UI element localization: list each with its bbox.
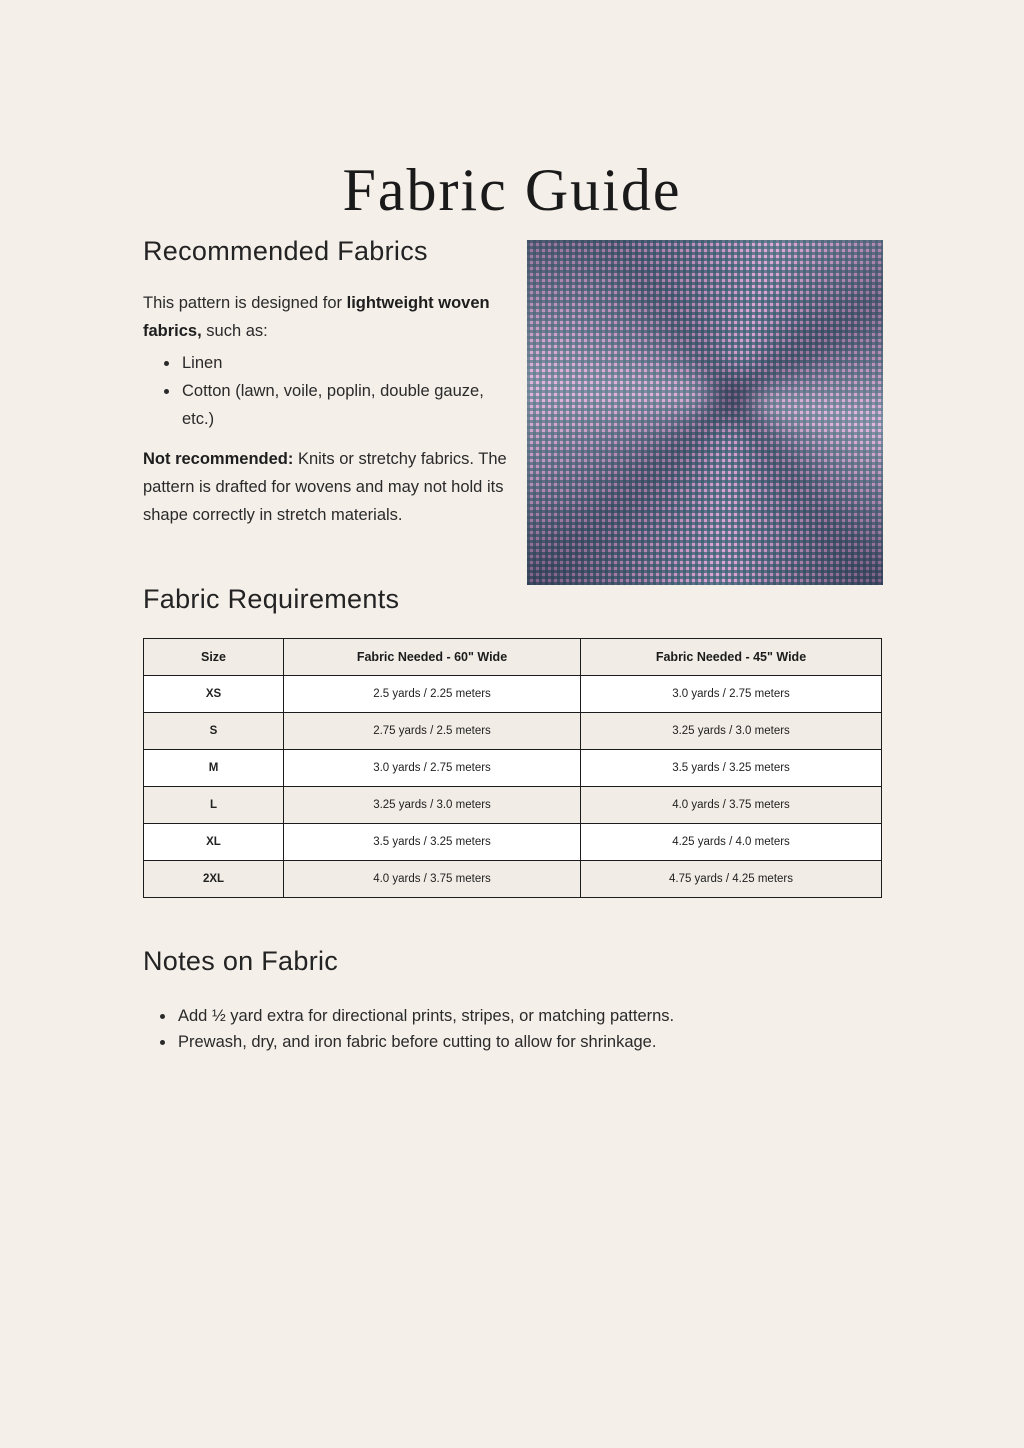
column-header-45-wide: Fabric Needed - 45" Wide	[581, 639, 882, 676]
recommended-fabrics-list	[143, 349, 513, 433]
fabric-swatch-image	[527, 240, 883, 585]
yardage-45-cell: 4.0 yards / 3.75 meters	[581, 787, 882, 824]
page-title: Fabric Guide	[342, 157, 682, 224]
table-row	[144, 861, 882, 898]
yardage-45-cell: 4.25 yards / 4.0 meters	[581, 824, 882, 861]
yardage-45-cell: 3.0 yards / 2.75 meters	[581, 676, 882, 713]
table-row	[144, 787, 882, 824]
table-header-row	[144, 639, 882, 676]
size-cell: XS	[144, 676, 284, 713]
table-row	[144, 713, 882, 750]
not-recommended-paragraph	[143, 445, 513, 529]
yardage-60-cell: 4.0 yards / 3.75 meters	[284, 861, 581, 898]
column-header-size: Size	[144, 639, 284, 676]
recommended-fabrics-section	[143, 236, 513, 529]
size-cell: S	[144, 713, 284, 750]
size-cell: L	[144, 787, 284, 824]
yardage-45-cell: 3.25 yards / 3.0 meters	[581, 713, 882, 750]
not-recommended-label: Not recommended:	[143, 450, 294, 468]
list-item: • Cotton (lawn, voile, poplin, double gauze, etc.)	[180, 377, 513, 433]
fabric-requirements-heading: Fabric Requirements	[143, 584, 400, 614]
yardage-60-cell: 2.5 yards / 2.25 meters	[284, 676, 581, 713]
not-recommended-text: Knits or stretchy fabrics. The pattern is drafted for wovens and may not hold its shape correctly in stretch materials.	[143, 450, 507, 524]
yardage-60-cell: 2.75 yards / 2.5 meters	[284, 713, 581, 750]
intro-bold-text: lightweight woven fabrics,	[143, 294, 490, 340]
table-row	[144, 676, 882, 713]
notes-list	[143, 1003, 883, 1055]
recommended-intro-paragraph	[143, 289, 513, 345]
notes-heading: Notes on Fabric	[143, 946, 339, 976]
intro-text: This pattern is designed for	[143, 294, 347, 312]
yardage-60-cell: 3.25 yards / 3.0 meters	[284, 787, 581, 824]
recommended-fabrics-heading: Recommended Fabrics	[143, 236, 428, 266]
fabric-requirements-table	[143, 638, 882, 898]
size-cell: M	[144, 750, 284, 787]
list-item: • Linen	[180, 349, 513, 377]
yardage-45-cell: 3.5 yards / 3.25 meters	[581, 750, 882, 787]
yardage-45-cell: 4.75 yards / 4.25 meters	[581, 861, 882, 898]
notes-on-fabric-section	[143, 946, 883, 1055]
list-item: • Add ½ yard extra for directional prints, stripes, or matching patterns.	[176, 1003, 883, 1029]
size-cell: XL	[144, 824, 284, 861]
table-row	[144, 750, 882, 787]
table-row	[144, 824, 882, 861]
list-item: • Prewash, dry, and iron fabric before cutting to allow for shrinkage.	[176, 1029, 883, 1055]
column-header-60-wide: Fabric Needed - 60" Wide	[284, 639, 581, 676]
intro-tail-text: such as:	[201, 322, 268, 340]
size-cell: 2XL	[144, 861, 284, 898]
fabric-swirl-shading	[527, 240, 883, 585]
yardage-60-cell: 3.5 yards / 3.25 meters	[284, 824, 581, 861]
yardage-60-cell: 3.0 yards / 2.75 meters	[284, 750, 581, 787]
